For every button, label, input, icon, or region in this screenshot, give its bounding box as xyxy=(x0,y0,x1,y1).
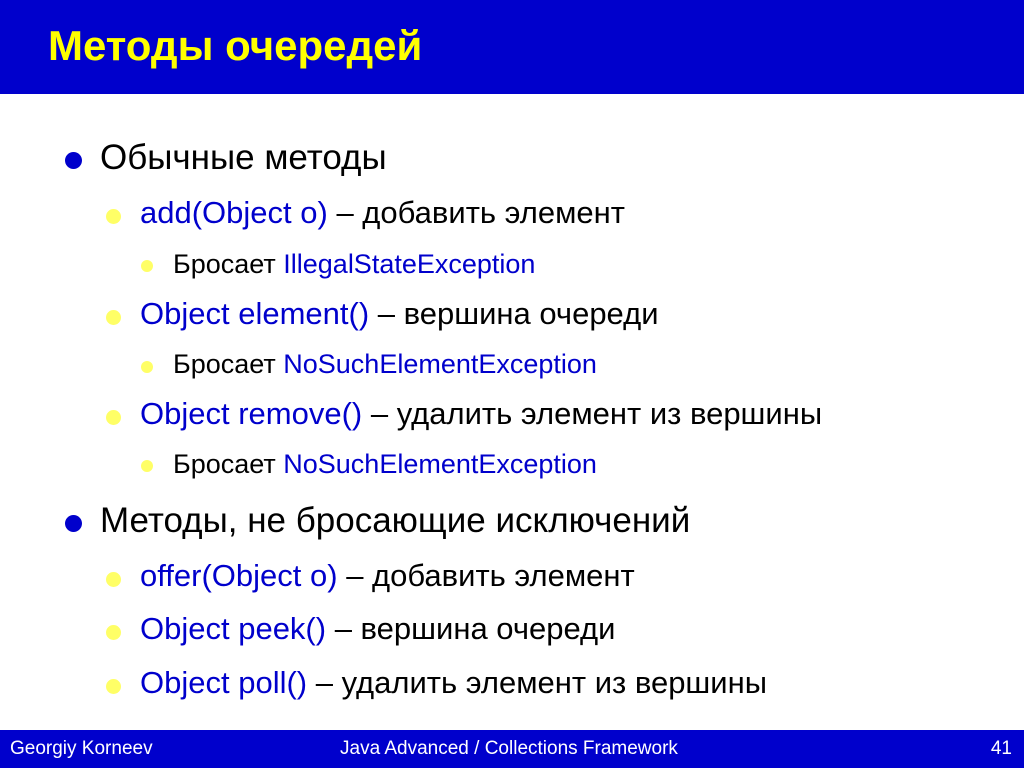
method-item xyxy=(140,665,767,701)
bullet-dot xyxy=(106,572,121,587)
method-signature: add(Object o) xyxy=(140,195,328,230)
method-signature: Object remove() xyxy=(140,396,363,431)
bullet-dot xyxy=(106,410,121,425)
bullet-dot xyxy=(65,515,82,532)
bullet-dot xyxy=(106,310,121,325)
bullet-dot xyxy=(141,460,153,472)
section-heading: Методы, не бросающие исключений xyxy=(100,501,691,540)
method-item xyxy=(140,195,625,231)
exception-name: NoSuchElementException xyxy=(283,349,597,379)
method-description: – добавить элемент xyxy=(337,558,635,593)
footer-course-title: Java Advanced / Collections Framework xyxy=(340,738,678,759)
bullet-dot xyxy=(141,260,153,272)
bullet-dot xyxy=(106,625,121,640)
method-description: – вершина очереди xyxy=(326,611,616,646)
method-signature: offer(Object o) xyxy=(140,558,338,593)
method-signature: Object element() xyxy=(140,296,370,331)
method-item xyxy=(140,558,635,594)
method-description: – добавить элемент xyxy=(327,195,625,230)
bullet-dot xyxy=(106,679,121,694)
footer-bar xyxy=(0,730,1024,768)
method-signature: Object peek() xyxy=(140,611,327,646)
slide-title: Методы очередей xyxy=(48,22,423,69)
footer-author: Georgiy Korneev xyxy=(10,738,153,759)
method-description: – удалить элемент из вершины xyxy=(307,665,768,700)
method-item xyxy=(140,611,615,647)
bullet-dot xyxy=(141,361,153,373)
section-heading: Обычные методы xyxy=(100,138,387,177)
exception-name: NoSuchElementException xyxy=(283,449,597,479)
method-description: – вершина очереди xyxy=(369,296,659,331)
method-item xyxy=(140,296,659,332)
exception-note: Бросает IllegalStateException xyxy=(173,249,536,279)
method-item xyxy=(140,396,822,432)
exception-name: IllegalStateException xyxy=(283,249,536,279)
method-signature: Object poll() xyxy=(140,665,308,700)
page-number: 41 xyxy=(990,738,1012,759)
exception-note: Бросает NoSuchElementException xyxy=(173,349,597,379)
exception-note: Бросает NoSuchElementException xyxy=(173,449,597,479)
bullet-dot xyxy=(106,209,121,224)
method-description: – удалить элемент из вершины xyxy=(362,396,823,431)
bullet-dot xyxy=(65,152,82,169)
